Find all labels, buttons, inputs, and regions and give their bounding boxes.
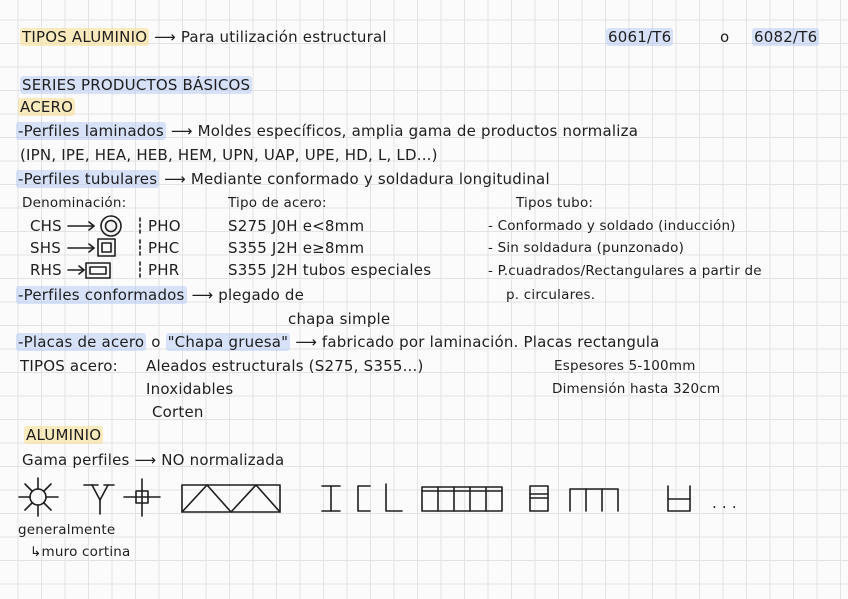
tube-code-pho: PHO	[148, 217, 181, 235]
u-channel-profile-icon	[668, 486, 690, 511]
comb-profile-icon	[570, 489, 618, 511]
tube-types-header: Tipos tubo:	[516, 195, 594, 211]
tube-type-square-rect: - P.cuadrados/Rectangulares a partir de	[488, 263, 762, 279]
thick-plate-label: "Chapa gruesa"	[167, 333, 289, 351]
multi-cell-profile-icon	[422, 487, 502, 511]
curtain-wall-note: ↳muro cortina	[30, 544, 131, 560]
aluminum-types-heading: TIPOS ALUMINIO	[22, 28, 148, 46]
y-profile-icon	[84, 485, 114, 514]
generally-note: generalmente	[18, 522, 116, 538]
steel-type-corten: Corten	[152, 403, 204, 421]
rolled-profiles-list: (IPN, IPE, HEA, HEB, HEM, UPN, UAP, UPE, HD, L, LD...)	[20, 146, 438, 164]
circular-hollow-section-icon	[101, 216, 121, 236]
tubular-profiles-desc: Mediante conformado y soldadura longitudinal	[190, 170, 550, 188]
c-profile-icon	[358, 486, 370, 511]
aluminum-title: ALUMINIO	[26, 426, 102, 444]
steel-plates-desc: fabricado por laminación. Placas rectangula	[321, 333, 660, 351]
arrow-icon: ⟶	[164, 170, 186, 188]
tube-steel-rhs: S355 J2H tubos especiales	[228, 261, 432, 279]
tube-steel-shs: S355 J2H e≥8mm	[228, 239, 365, 257]
h-box-profile-icon	[530, 486, 548, 511]
rhs-arrow-icon	[68, 266, 84, 274]
tubular-profiles-label: -Perfiles tubulares	[18, 170, 158, 188]
square-hollow-section-icon	[98, 239, 115, 256]
not-standardized-text: NO normalizada	[161, 451, 285, 469]
rolled-profiles-label: -Perfiles laminados	[18, 122, 164, 140]
cross-profile-icon	[124, 479, 160, 516]
tube-name-chs: CHS	[30, 217, 62, 235]
truss-profile-icon	[182, 485, 280, 512]
arrow-icon: ⟶	[295, 333, 317, 351]
tube-name-rhs: RHS	[30, 261, 62, 279]
aluminum-range-label: Gama perfiles	[22, 451, 130, 469]
l-profile-icon	[386, 484, 402, 511]
tube-steel-chs: S275 J0H e<8mm	[228, 217, 365, 235]
steel-type-stainless: Inoxidables	[146, 380, 234, 398]
arrow-icon: ⟶	[154, 28, 176, 46]
rectangular-hollow-section-icon	[86, 263, 110, 278]
designation-header: Denominación:	[22, 195, 127, 211]
tube-type-seamless: - Sin soldadura (punzonado)	[488, 240, 685, 256]
chs-arrow-icon	[68, 222, 94, 230]
or-text: o	[151, 333, 161, 351]
i-profile-icon	[322, 486, 340, 511]
steel-plates-label: -Placas de acero	[18, 333, 145, 351]
arrow-icon: ⟶	[191, 286, 214, 304]
structural-use-text: Para utilización estructural	[180, 28, 387, 46]
alloy-grade-6082: 6082/T6	[754, 28, 818, 46]
tube-type-continuation: p. circulares.	[506, 287, 596, 303]
tube-code-phc: PHC	[148, 239, 180, 257]
formed-profiles-desc-cont: chapa simple	[288, 310, 391, 328]
ellipsis-text: . . .	[712, 494, 737, 512]
alloy-grade-6061: 6061/T6	[608, 28, 672, 46]
or-text: o	[720, 28, 730, 46]
arrow-icon: ⟶	[134, 451, 157, 469]
steel-type-alloy: Aleados estructurals (S275, S355...)	[146, 357, 424, 375]
tube-name-shs: SHS	[30, 239, 61, 257]
steel-type-header: Tipo de acero:	[228, 195, 327, 211]
tube-type-welded: - Conformado y soldado (inducción)	[488, 218, 736, 234]
star-profile-icon	[19, 478, 58, 516]
formed-profiles-label: -Perfiles conformados	[18, 286, 185, 304]
steel-types-label: TIPOS acero:	[20, 357, 118, 375]
shs-arrow-icon	[68, 244, 94, 252]
rolled-profiles-desc: Moldes específicos, amplia gama de productos normaliza	[197, 122, 639, 140]
series-title: SERIES PRODUCTOS BÁSICOS	[22, 76, 251, 94]
arrow-icon: ⟶	[170, 122, 193, 140]
plate-dimension: Dimensión hasta 320cm	[552, 381, 721, 397]
plate-thickness: Espesores 5-100mm	[554, 358, 696, 374]
formed-profiles-desc: plegado de	[218, 286, 305, 304]
tube-code-phr: PHR	[148, 261, 180, 279]
steel-title: ACERO	[20, 98, 74, 116]
